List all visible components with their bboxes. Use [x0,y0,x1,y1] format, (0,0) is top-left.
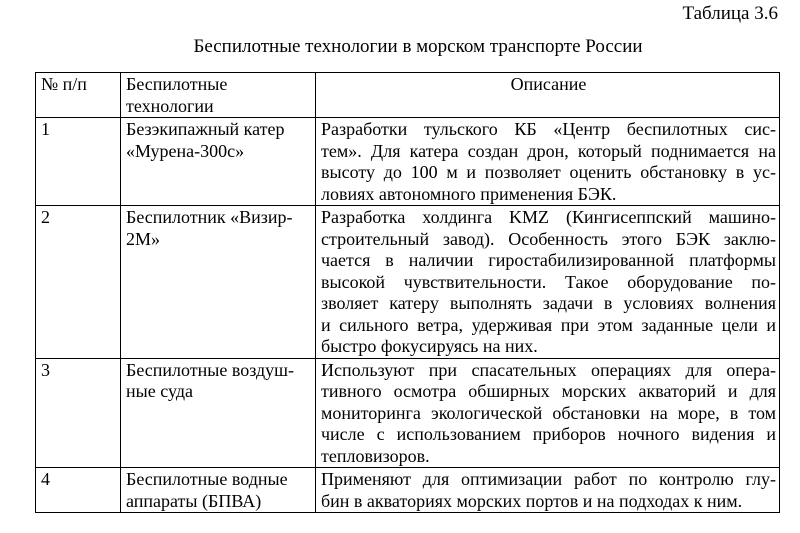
desc-line: ловиях автономного применения БЭК. [321,183,617,204]
tech-line: Безэкипажный катер [126,119,285,139]
tech-line: «Мурена-300с» [126,140,245,161]
row-tech [121,468,316,513]
desc-line: высоту до 100 м и позволяет оценить обстановку в ус- [321,162,776,182]
table-title: Беспилотные технологии в морском транспорте России [193,36,643,57]
row-desc [316,206,780,359]
header-num: № п/п [36,73,121,118]
desc-line: высокой чувствительности. Такое оборудование по- [321,271,776,292]
row-num: 2 [36,206,121,359]
desc-line: тивного осмотра обширных морских акваторий и для [321,381,776,401]
tech-line: 2М» [126,228,161,249]
row-desc [316,358,780,468]
header-tech-line1: Беспилотные [126,74,228,94]
header-desc: Описание [316,73,780,118]
desc-line: тепловизоров. [321,445,430,466]
table-number: Таблица 3.6 [682,3,778,24]
row-num: 4 [36,468,121,513]
table-row [36,118,780,206]
desc-line: Разработка холдинга KMZ (Кингисеппский машино- [321,207,776,227]
table-header-row [36,73,780,118]
row-tech [121,118,316,206]
desc-line: быстро фокусируясь на них. [321,336,538,356]
table-row [36,468,780,513]
desc-line: чается в наличии гиростабилизированной платформы [321,250,776,270]
table-row [36,358,780,468]
row-num: 1 [36,118,121,206]
desc-line: числе с использованием приборов ночного видения и [321,424,776,444]
desc-line: бин в акваториях морских портов и на подходах к ним. [321,490,743,511]
tech-line: ные суда [126,381,193,401]
tech-line: Беспилотник «Визир- [126,207,293,227]
desc-line: и сильного ветра, удерживая при этом заданные цели и [321,314,776,335]
desc-line: Разработки тульского КБ «Центр беспилотных сис- [321,119,776,139]
desc-line: строительный завод). Особенность этого БЭК заклю- [321,228,776,249]
desc-line: тем». Для катера создан дрон, который поднимается на [321,140,776,161]
table-row [36,206,780,359]
desc-line: зволяет катеру выполнять задачи в условиях волнения [321,293,776,313]
desc-line: Используют при спасательных операциях для опера- [321,359,776,380]
row-tech [121,206,316,359]
tech-line: Беспилотные воздуш- [126,359,295,380]
row-num: 3 [36,358,121,468]
header-tech-line2: технологии [126,95,214,116]
row-tech [121,358,316,468]
row-desc [316,468,780,513]
desc-line: Применяют для оптимизации работ по контролю глу- [321,469,776,489]
header-tech [121,73,316,118]
tech-line: аппараты (БПВА) [126,490,262,511]
row-desc [316,118,780,206]
desc-line: мониторинга экологической обстановки на море, в том [321,402,776,423]
tech-line: Беспилотные водные [126,469,288,489]
data-table [35,72,780,513]
